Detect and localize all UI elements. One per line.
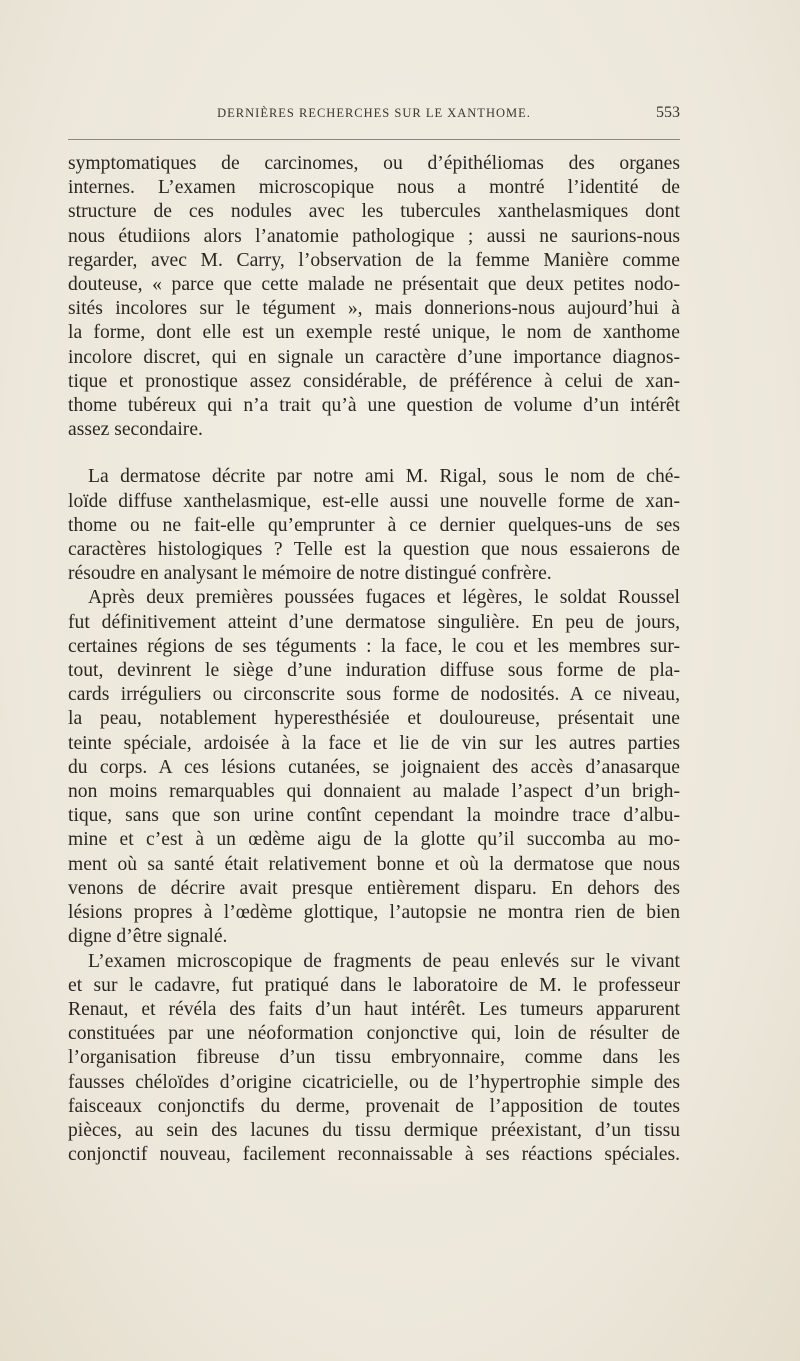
text-line: la peau, notablement hyperesthésiée et douloureuse, présentait une <box>68 708 680 730</box>
text-line: ment où sa santé était relativement bonne et où la dermatose que nous <box>68 853 680 875</box>
body-text <box>68 152 680 1167</box>
text-line: non moins remarquables qui donnaient au malade l’aspect d’un brigh- <box>68 781 680 803</box>
text-line: fut définitivement atteint d’une dermatose singulière. En peu de jours, <box>68 611 680 633</box>
text-line: La dermatose décrite par notre ami M. Rigal, sous le nom de ché- <box>88 466 680 488</box>
text-line: mine et c’est à un œdème aigu de la glotte qu’il succomba au mo- <box>68 829 680 851</box>
text-line: digne d’être signalé. <box>68 926 228 948</box>
text-line: Renaut, et révéla des faits d’un haut intérêt. Les tumeurs apparurent <box>68 998 680 1020</box>
text-line: internes. L’examen microscopique nous a montré l’identité de <box>68 177 680 199</box>
text-line: douteuse, « parce que cette malade ne présentait que deux petites nodo- <box>68 274 680 296</box>
text-line: la forme, dont elle est un exemple resté unique, le nom de xanthome <box>68 322 680 344</box>
paragraph-1 <box>68 152 680 442</box>
text-line: constituées par une néoformation conjonctive qui, loin de résulter de <box>68 1023 680 1045</box>
running-title: DERNIÈRES RECHERCHES SUR LE XANTHOME. <box>217 106 531 120</box>
text-line: lésions propres à l’œdème glottique, l’autopsie ne montra rien de bien <box>68 902 680 924</box>
text-line: tique et pronostique assez considérable, de préférence à celui de xan- <box>68 370 680 392</box>
text-line: symptomatiques de carcinomes, ou d’épithéliomas des organes <box>68 153 680 174</box>
paragraph-gap <box>68 442 680 465</box>
page-number: 553 <box>656 104 680 121</box>
text-line: L’examen microscopique de fragments de peau enlevés sur le vivant <box>88 950 680 972</box>
text-line: teinte spéciale, ardoisée à la face et lie de vin sur les autres parties <box>68 732 680 754</box>
text-line: certaines régions de ses téguments : la face, le cou et les membres sur- <box>68 635 680 657</box>
text-line: conjonctif nouveau, facilement reconnaissable à ses réactions spéciales. <box>68 1144 680 1166</box>
text-line: pièces, au sein des lacunes du tissu dermique préexistant, d’un tissu <box>68 1119 680 1141</box>
text-line: nous étudiions alors l’anatomie pathologique ; aussi ne saurions-nous <box>68 225 680 247</box>
text-line: loïde diffuse xanthelasmique, est-elle aussi une nouvelle forme de xan- <box>68 490 680 512</box>
text-line: tout, devinrent le siège d’une induration diffuse sous forme de pla- <box>68 660 680 682</box>
text-line: cards irréguliers ou circonscrite sous forme de nodosités. A ce niveau, <box>68 684 680 706</box>
text-line: assez secondaire. <box>68 419 203 441</box>
text-line: caractères histologiques ? Telle est la question que nous essaierons de <box>68 539 680 561</box>
text-line: tique, sans que son urine contînt cependant la moindre trace d’albu- <box>68 805 680 827</box>
text-line: Après deux premières poussées fugaces et légères, le soldat Roussel <box>88 587 680 609</box>
paragraph-2 <box>68 465 680 586</box>
text-line: et sur le cadavre, fut pratiqué dans le laboratoire de M. le professeur <box>68 974 680 996</box>
text-line: sités incolores sur le tégument », mais donnerions-nous aujourd’hui à <box>68 298 680 320</box>
text-line: l’organisation fibreuse d’un tissu embryonnaire, comme dans les <box>68 1047 680 1069</box>
page-header <box>68 106 680 128</box>
text-line: thome ou ne fait-elle qu’emprunter à ce dernier quelques-uns de ses <box>68 514 680 536</box>
text-line: venons de décrire avait presque entièrement disparu. En dehors des <box>68 877 680 899</box>
paragraph-4 <box>68 950 680 1168</box>
text-line: du corps. A ces lésions cutanées, se joignaient des accès d’anasarque <box>68 756 680 778</box>
text-line: faisceaux conjonctifs du derme, provenait de l’apposition de toutes <box>68 1095 680 1117</box>
text-line: regarder, avec M. Carry, l’observation de la femme Manière comme <box>68 249 680 271</box>
text-line: fausses chéloïdes d’origine cicatricielle, ou de l’hypertrophie simple des <box>68 1071 680 1093</box>
text-line: thome tubéreux qui n’a trait qu’à une question de volume d’un intérêt <box>68 395 680 417</box>
text-line: incolore discret, qui en signale un caractère d’une importance diagnos- <box>68 346 680 368</box>
paragraph-3 <box>68 586 680 949</box>
text-line: structure de ces nodules avec les tubercules xanthelasmiques dont <box>68 201 680 223</box>
header-rule <box>68 139 680 140</box>
text-line: résoudre en analysant le mémoire de notre distingué confrère. <box>68 563 552 585</box>
